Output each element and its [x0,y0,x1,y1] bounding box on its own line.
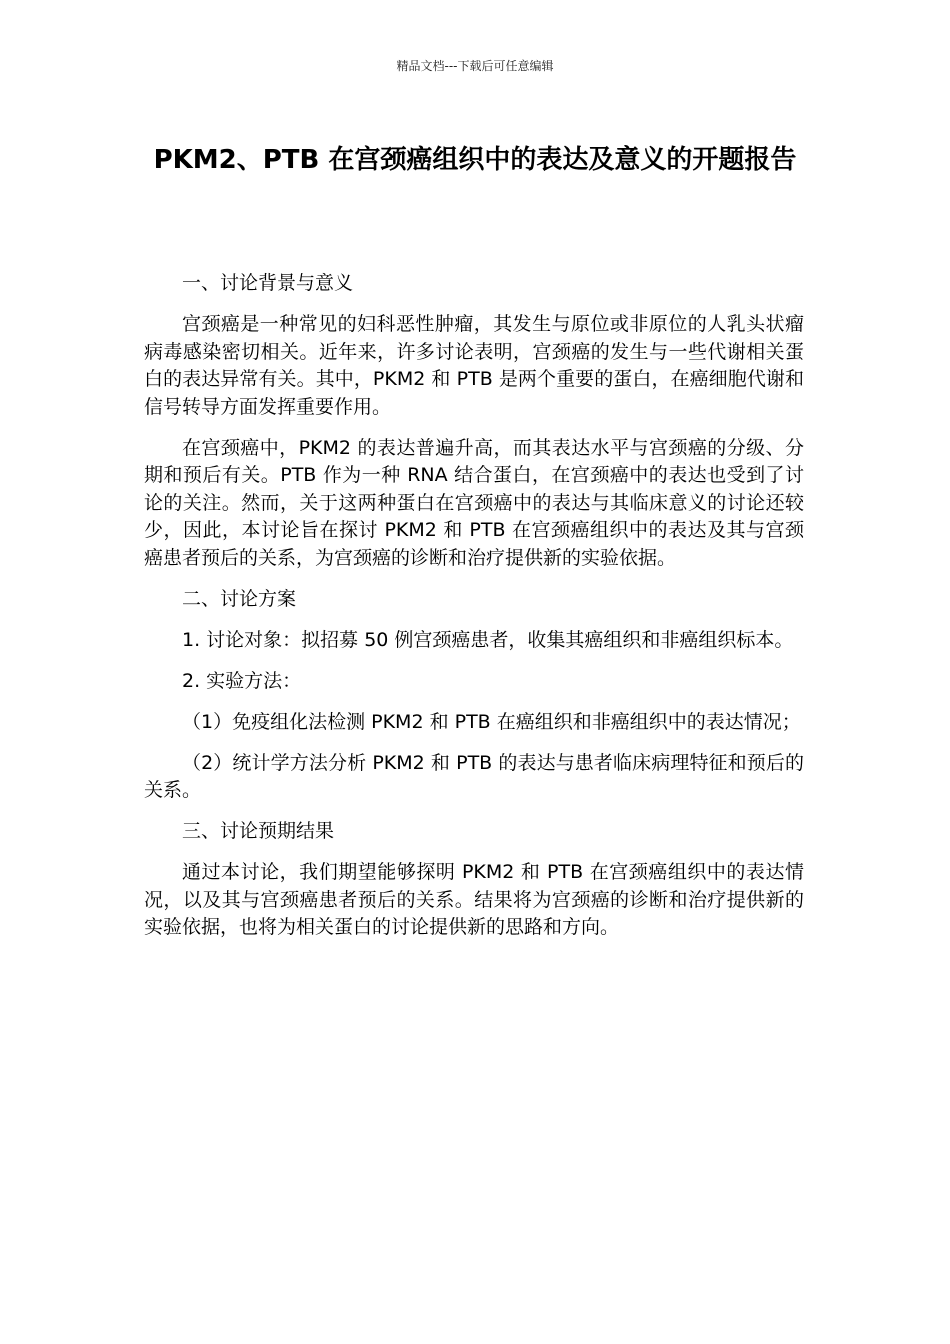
document-title: PKM2、PTB 在宫颈癌组织中的表达及意义的开题报告 [153,145,797,175]
document-body [144,270,804,955]
paragraph-results: 通过本讨论，我们期望能够探明 PKM2 和 PTB 在宫颈癌组织中的表达情况，以及其与宫颈癌患者预后的关系。结果将为宫颈癌的诊断和治疗提供新的实验依据，也将为相关蛋白的讨论提供新的思路和方向。 [144,861,804,938]
paragraph-methods-heading: 2. 实验方法： [182,669,302,692]
header-note: 精品文档---下载后可任意编辑 [396,59,554,73]
paragraph-background-1: 宫颈癌是一种常见的妇科恶性肿瘤，其发生与原位或非原位的人乳头状瘤病毒感染密切相关。近年来，许多讨论表明，宫颈癌的发生与一些代谢相关蛋白的表达异常有关。其中，PKM2 和 PTB 是两个重要的蛋白，在癌细胞代谢和信号转导方面发挥重要作用。 [144,313,804,418]
section-heading-background: 一、讨论背景与意义 [182,272,354,294]
section-heading-plan: 二、讨论方案 [182,587,297,610]
paragraph-subjects: 1. 讨论对象：拟招募 50 例宫颈癌患者，收集其癌组织和非癌组织标本。 [182,628,794,651]
paragraph-method-2: （2）统计学方法分析 PKM2 和 PTB 的表达与患者临床病理特征和预后的关系。 [144,751,804,801]
paragraph-method-1: （1）免疫组化法检测 PKM2 和 PTB 在癌组织和非癌组织中的表达情况； [182,710,801,733]
section-heading-results: 三、讨论预期结果 [182,820,335,842]
paragraph-background-2: 在宫颈癌中，PKM2 的表达普遍升高，而其表达水平与宫颈癌的分级、分期和预后有关。PTB 作为一种 RNA 结合蛋白，在宫颈癌中的表达也受到了讨论的关注。然而，关于这两种蛋白在宫颈癌中的表达与其临床意义的讨论还较少，因此，本讨论旨在探讨 PKM2 和 PTB 在宫颈癌组织中的表达及其与宫颈癌患者预后的关系，为宫颈癌的诊断和治疗提供新的实验依据。 [144,436,804,569]
